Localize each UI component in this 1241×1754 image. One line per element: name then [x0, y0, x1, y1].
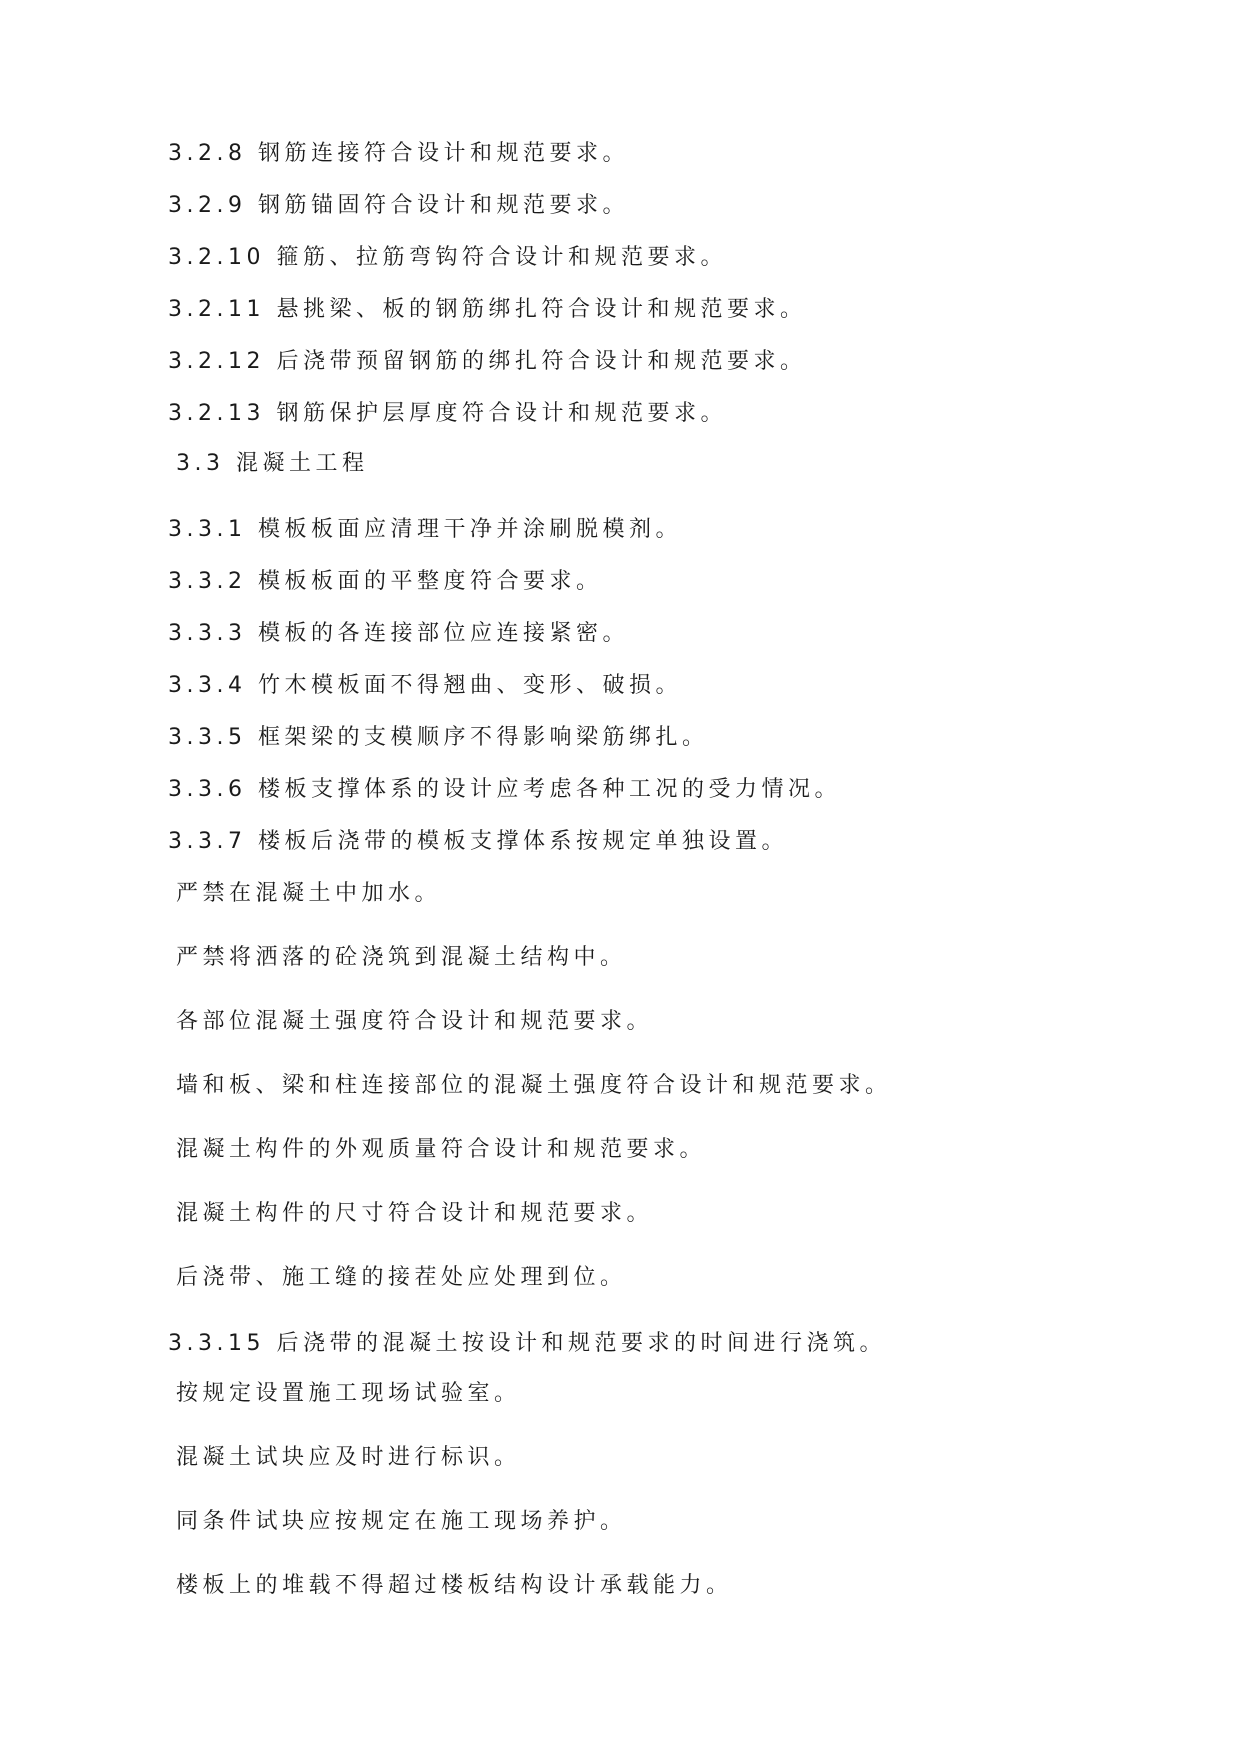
- clause-3-3-7: 3.3.7 楼板后浇带的模板支撑体系按规定单独设置。: [168, 829, 788, 854]
- requirement-item: 同条件试块应按规定在施工现场养护。: [176, 1509, 627, 1534]
- clause-3-2-11: 3.2.11 悬挑梁、板的钢筋绑扎符合设计和规范要求。: [168, 297, 807, 322]
- clause-3-2-13: 3.2.13 钢筋保护层厚度符合设计和规范要求。: [168, 401, 727, 426]
- clause-3-3-6: 3.3.6 楼板支撑体系的设计应考虑各种工况的受力情况。: [168, 777, 841, 802]
- requirement-item: 楼板上的堆载不得超过楼板结构设计承载能力。: [176, 1573, 733, 1598]
- clause-3-2-12: 3.2.12 后浇带预留钢筋的绑扎符合设计和规范要求。: [168, 349, 807, 374]
- clause-3-3-1: 3.3.1 模板板面应清理干净并涂刷脱模剂。: [168, 517, 682, 542]
- requirement-item: 按规定设置施工现场试验室。: [176, 1381, 521, 1406]
- clause-3-3-4: 3.3.4 竹木模板面不得翘曲、变形、破损。: [168, 673, 682, 698]
- requirement-item: 混凝土试块应及时进行标识。: [176, 1445, 521, 1470]
- clause-3-2-8: 3.2.8 钢筋连接符合设计和规范要求。: [168, 141, 629, 166]
- section-heading-3-3: 3.3 混凝土工程: [176, 451, 369, 476]
- requirement-item: 严禁将洒落的砼浇筑到混凝土结构中。: [176, 945, 627, 970]
- clause-3-3-3: 3.3.3 模板的各连接部位应连接紧密。: [168, 621, 629, 646]
- requirement-item: 各部位混凝土强度符合设计和规范要求。: [176, 1009, 654, 1034]
- requirement-item: 后浇带、施工缝的接茬处应处理到位。: [176, 1265, 627, 1290]
- clause-3-3-15: 3.3.15 后浇带的混凝土按设计和规范要求的时间进行浇筑。: [168, 1331, 886, 1356]
- clause-3-3-2: 3.3.2 模板板面的平整度符合要求。: [168, 569, 603, 594]
- clause-3-2-10: 3.2.10 箍筋、拉筋弯钩符合设计和规范要求。: [168, 245, 727, 270]
- clause-3-3-5: 3.3.5 框架梁的支模顺序不得影响梁筋绑扎。: [168, 725, 709, 750]
- requirement-item: 墙和板、梁和柱连接部位的混凝土强度符合设计和规范要求。: [176, 1073, 892, 1098]
- requirement-item: 混凝土构件的外观质量符合设计和规范要求。: [176, 1137, 707, 1162]
- requirement-item: 严禁在混凝土中加水。: [176, 881, 442, 906]
- clause-3-2-9: 3.2.9 钢筋锚固符合设计和规范要求。: [168, 193, 629, 218]
- requirement-item: 混凝土构件的尺寸符合设计和规范要求。: [176, 1201, 654, 1226]
